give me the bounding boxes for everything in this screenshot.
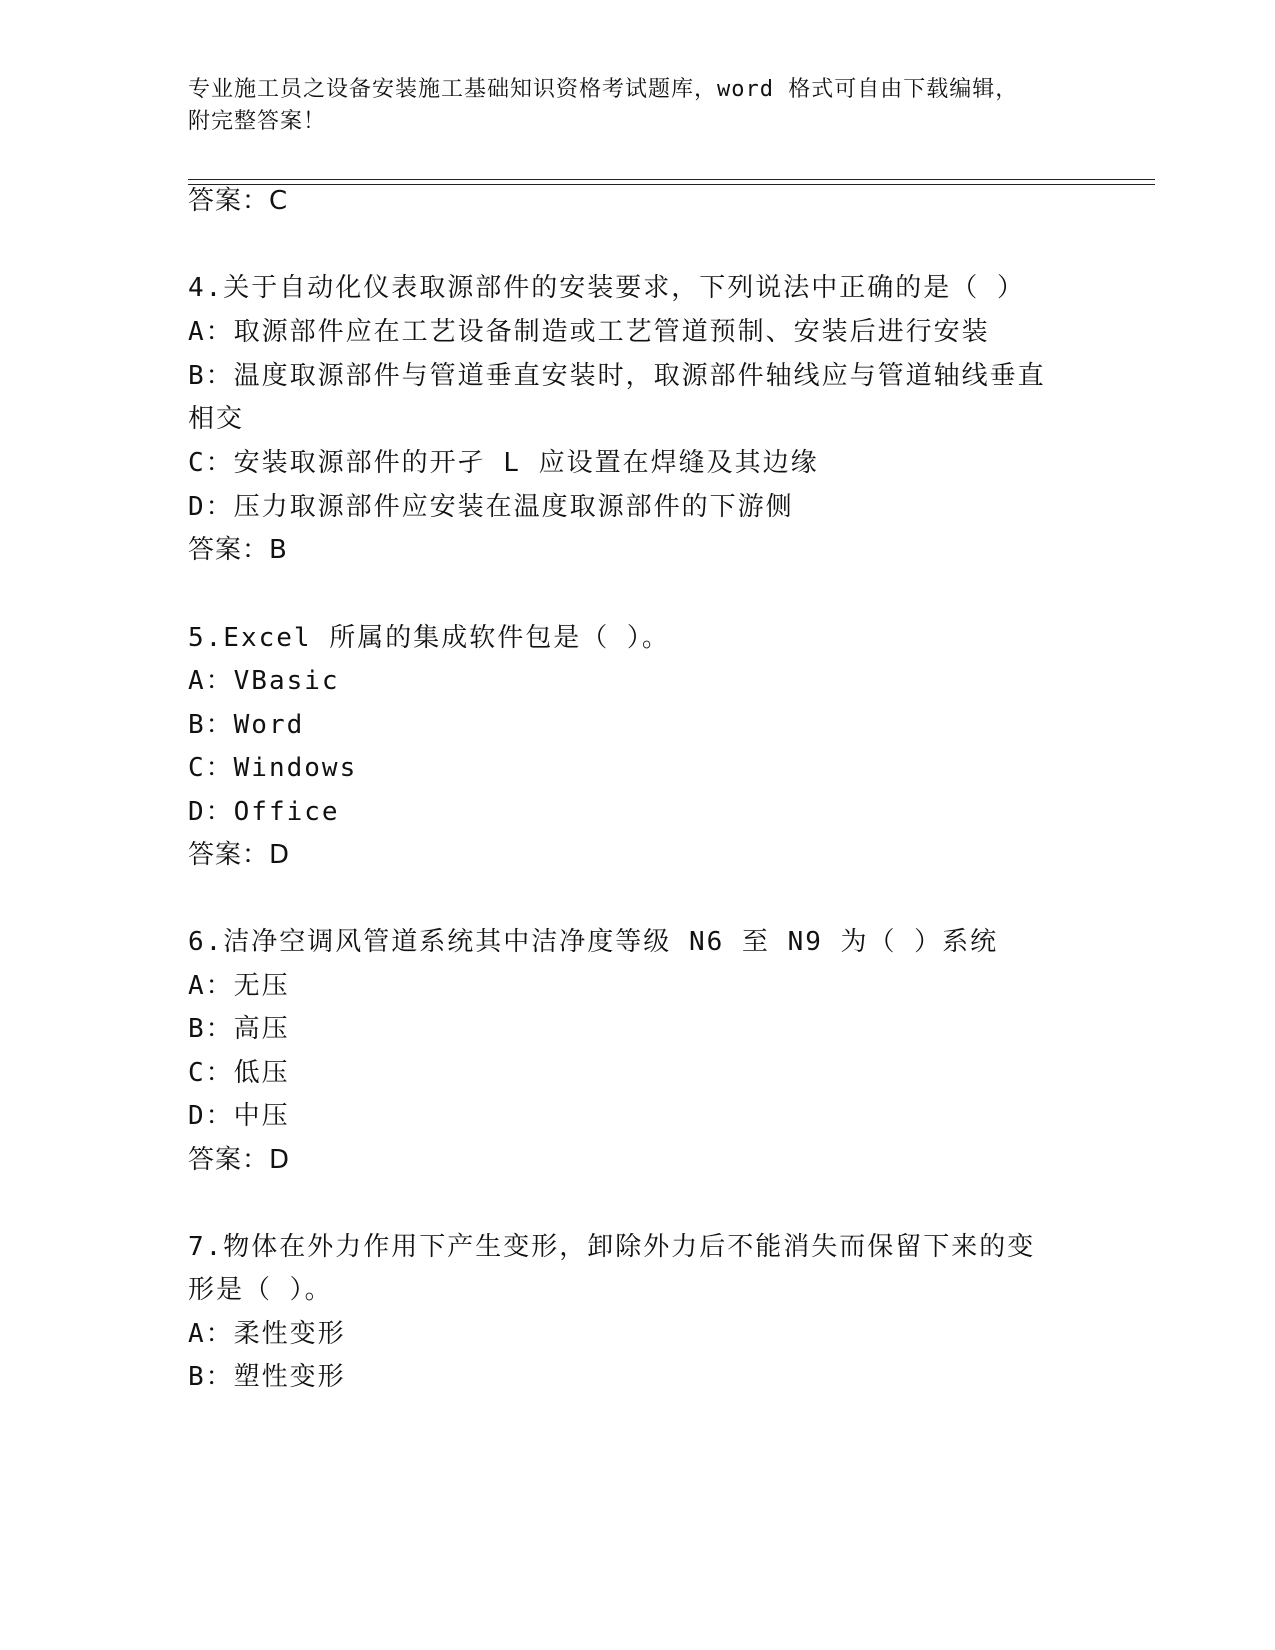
header-line-2: 附完整答案！ — [188, 109, 327, 134]
question-4-option-b: B：温度取源部件与管道垂直安装时，取源部件轴线应与管道轴线垂直 — [188, 361, 1046, 391]
question-5-option-a: A：VBasic — [188, 666, 340, 696]
question-6-option-d: D：中压 — [188, 1101, 290, 1131]
question-5-option-b: B：Word — [188, 710, 305, 740]
question-4-option-a: A：取源部件应在工艺设备制造或工艺管道预制、安装后进行安装 — [188, 317, 990, 347]
question-5-option-c: C：Windows — [188, 753, 358, 783]
question-4-option-d: D：压力取源部件应安装在温度取源部件的下游侧 — [188, 492, 794, 522]
question-6-answer: 答案：D — [188, 1145, 291, 1175]
document-header — [188, 74, 1088, 138]
question-7-stem-cont: 形是（ ）。 — [188, 1275, 333, 1305]
question-6-stem: 6.洁净空调风管道系统其中洁净度等级 N6 至 N9 为（ ）系统 — [188, 927, 999, 957]
question-4-stem: 4.关于自动化仪表取源部件的安装要求，下列说法中正确的是（ ） — [188, 273, 1025, 303]
question-4-option-b-cont: 相交 — [188, 404, 245, 434]
question-6-option-a: A：无压 — [188, 971, 290, 1001]
header-divider-bottom — [188, 184, 1155, 185]
question-4-answer: 答案：B — [188, 535, 288, 565]
question-6-option-b: B：高压 — [188, 1014, 290, 1044]
question-5-stem: 5.Excel 所属的集成软件包是（ ）。 — [188, 623, 670, 653]
header-divider-top — [188, 179, 1155, 180]
question-6-option-c: C：低压 — [188, 1058, 290, 1088]
question-4-option-c: C：安装取源部件的开孑 L 应设置在焊缝及其边缘 — [188, 448, 819, 478]
question-7-option-a: A：柔性变形 — [188, 1319, 346, 1349]
question-7-stem: 7.物体在外力作用下产生变形，卸除外力后不能消失而保留下来的变 — [188, 1232, 1036, 1262]
header-line-1: 专业施工员之设备安装施工基础知识资格考试题库，word 格式可自由下载编辑， — [188, 77, 1019, 102]
question-5-option-d: D：Office — [188, 797, 340, 827]
question-5-answer: 答案：D — [188, 840, 291, 870]
previous-answer: 答案：C — [188, 186, 289, 216]
question-7-option-b: B：塑性变形 — [188, 1362, 346, 1392]
